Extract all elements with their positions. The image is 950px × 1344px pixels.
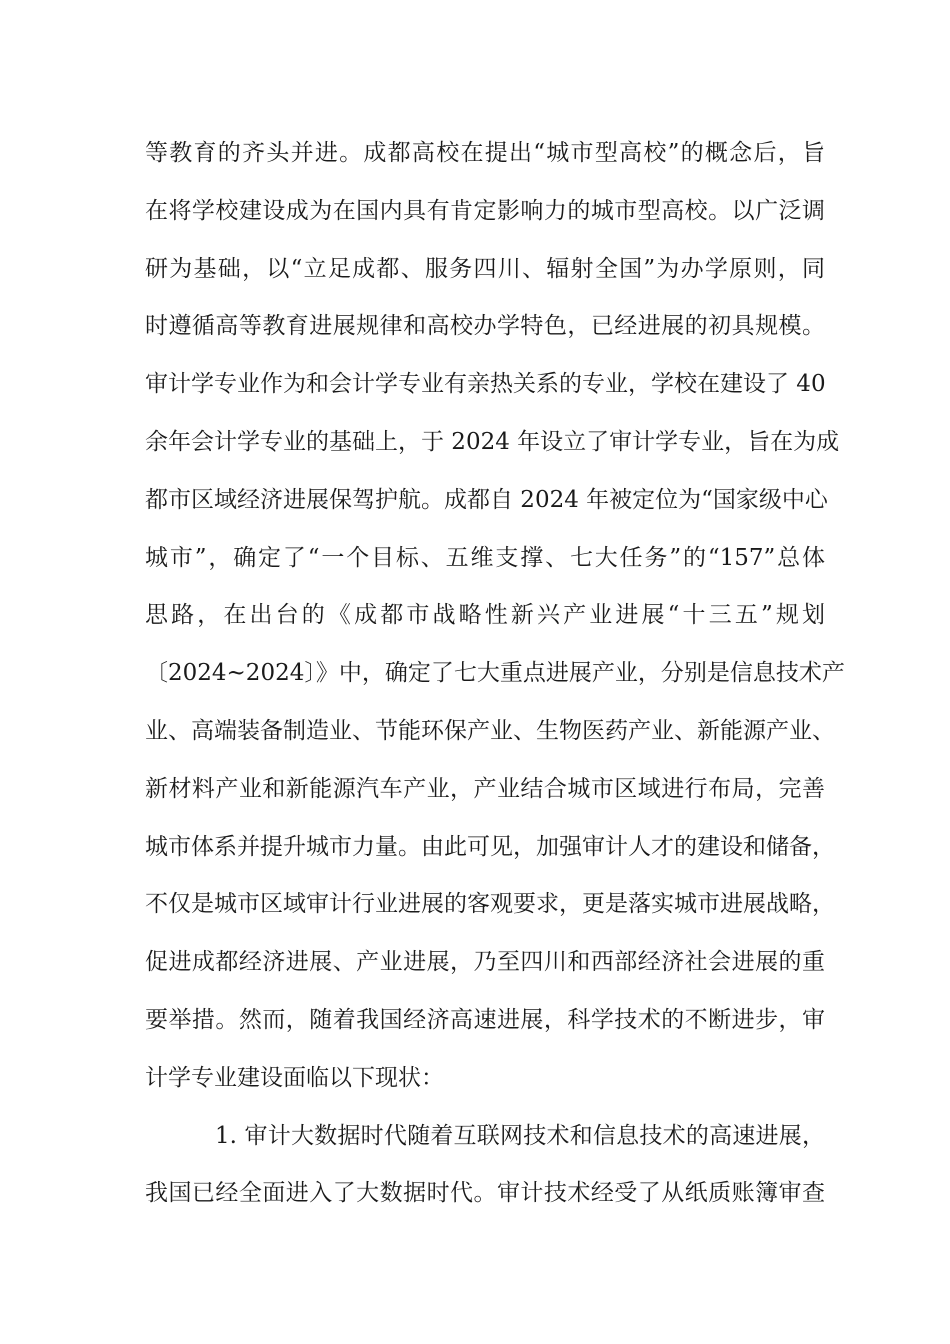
text-line: 促进成都经济进展、产业进展，乃至四川和西部经济社会进展的重 (145, 949, 825, 976)
body-text (145, 134, 845, 1232)
text-line: 等教育的齐头并进。成都高校在提出“城市型高校”的概念后，旨 (145, 140, 825, 166)
text-line: 计学专业建设面临以下现状： (145, 1064, 444, 1091)
text-line: 思路，在出台的《成都市战略性新兴产业进展“十三五”规划 (145, 602, 825, 629)
text-line: 业、高端装备制造业、节能环保产业、生物医药产业、新能源产业、 (145, 717, 835, 744)
text-line: 研为基础，以“立足成都、服务四川、辐射全国”为办学原则，同 (145, 255, 825, 282)
text-line: 时遵循高等教育进展规律和高校办学特色，已经进展的初具规模。 (145, 313, 825, 340)
text-line: 新材料产业和新能源汽车产业，产业结合城市区域进行布局，完善 (145, 775, 825, 802)
text-line: 在将学校建设成为在国内具有肯定影响力的城市型高校。以广泛调 (145, 197, 825, 224)
text-line: 不仅是城市区域审计行业进展的客观要求，更是落实城市进展战略， (145, 891, 835, 918)
text-line: 要举措。然而，随着我国经济高速进展，科学技术的不断进步，审 (145, 1006, 825, 1033)
text-line: 〔2024~2024〕》中，确定了七大重点进展产业，分别是信息技术产 (145, 660, 845, 687)
text-line: 余年会计学专业的基础上，于 2024 年设立了审计学专业，旨在为成 (145, 428, 840, 455)
list-item-heading-line: 1. 审计大数据时代随着互联网技术和信息技术的高速进展， (215, 1122, 825, 1149)
text-line: 都市区域经济进展保驾护航。成都自 2024 年被定位为“国家级中心 (145, 486, 828, 513)
text-line: 城市体系并提升城市力量。由此可见，加强审计人才的建设和储备， (145, 833, 835, 860)
text-line: 审计学专业作为和会计学专业有亲热关系的专业，学校在建设了 40 (145, 371, 826, 398)
text-line: 城市”，确定了“一个目标、五维支撑、七大任务”的“157”总体 (145, 544, 825, 571)
text-line: 我国已经全面进入了大数据时代。审计技术经受了从纸质账簿审查 (145, 1180, 825, 1207)
